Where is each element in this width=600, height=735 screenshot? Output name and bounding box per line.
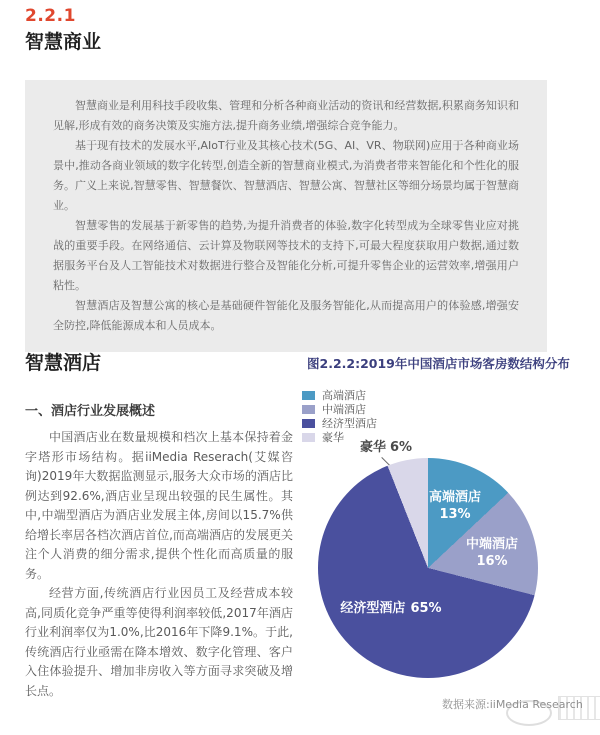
pie-label-luxury [360,436,412,455]
article-heading: 智慧酒店 [25,352,102,374]
article-paragraph: 经营方面,传统酒店行业因员工及经营成本较高,同质化竞争严重等使得利润率较低,2017年酒店行业利润率仅为1.0%,比2016年下降9.1%。于此,传统酒店行业亟需在降本增效、数字化管理、客户入住体验提升、增加非房收入等方面寻求突破及增长点。 [25,586,293,698]
pie-label-economy-pct: 65% [410,601,442,616]
legend-swatch [302,433,315,442]
article-column [25,348,293,701]
legend-label: 豪华 [322,431,344,444]
legend-item [302,388,377,402]
article-paragraph: 中国酒店业在数量规模和档次上基本保持着金字塔形市场结构。据iiMedia Reserach(艾媒咨询)2019年大数据监测显示,服务大众市场的酒店比例达到92.6%,酒店业呈现出较强的民生属性。其中,中端型酒店为酒店业发展主体,房间以15.7%供给增长率居各档次酒店首位,而高端酒店的发展更关注个人消费的细分需求,提供个性化而高质量的服务。 [25,430,293,581]
section-number: 2.2.1 [25,6,76,26]
pie-label-highend-name: 高端酒店 [428,490,481,505]
legend-swatch [302,419,315,428]
summary-paragraph: 智慧酒店及智慧公寓的核心是基础硬件智能化及服务智能化,从而提高用户的体验感,增强安全防控,降低能源成本和人员成本。 [53,299,519,332]
legend-label: 中端酒店 [322,403,366,416]
pie-label-economy [310,600,472,617]
summary-paragraph: 智慧商业是利用科技手段收集、管理和分析各种商业活动的资讯和经营数据,积累商务知识和见解,形成有效的商务决策及实施方法,提升商务业绩,增强综合竞争能力。 [53,99,519,132]
page-title: 智慧商业 [25,31,102,53]
pie-label-midrange-pct: 16% [476,554,508,569]
legend-swatch [302,391,315,400]
pie-label-luxury-name: 豪华 [360,440,387,455]
pie-label-midrange [447,536,537,570]
pie-label-economy-name: 经济型酒店 [340,601,406,616]
legend-swatch [302,405,315,414]
legend-item [302,416,377,430]
pie-label-midrange-name: 中端酒店 [465,537,518,552]
pie-label-highend-pct: 13% [439,507,471,522]
legend-label: 高端酒店 [322,389,366,402]
figure-2-2-2 [300,350,596,725]
article-subheading: 一、酒店行业发展概述 [25,404,156,419]
legend-item [302,402,377,416]
summary-paragraph: 智慧零售的发展基于新零售的趋势,为提升消费者的体验,数字化转型成为全球零售业应对挑战的重要手段。在网络通信、云计算及物联网等技术的支持下,可最大程度获取用户数据,通过数据服务平台及人工智能技术对数据进行整合及智能化分析,可提升零售企业的运营效率,增强用户粘性。 [53,219,519,292]
chart-title: 图2.2.2:2019年中国酒店市场客房数结构分布 [307,356,570,371]
data-source: 数据来源:iiMedia Research [442,698,583,711]
pie-label-luxury-pct: 6% [390,440,413,455]
summary-box [25,80,547,352]
pie-label-highend [410,489,500,523]
summary-paragraph: 基于现有技术的发展水平,AIoT行业及其核心技术(5G、AI、VR、物联网)应用于各种商业场景中,推动各商业领域的数字化转型,创造全新的智慧商业模式,为消费者带来智能化和个性化的服务。广义上来说,智慧零售、智慧餐饮、智慧酒店、智慧公寓、智慧社区等细分场景均属于智慧商业。 [53,139,519,212]
legend-label: 经济型酒店 [322,417,377,430]
